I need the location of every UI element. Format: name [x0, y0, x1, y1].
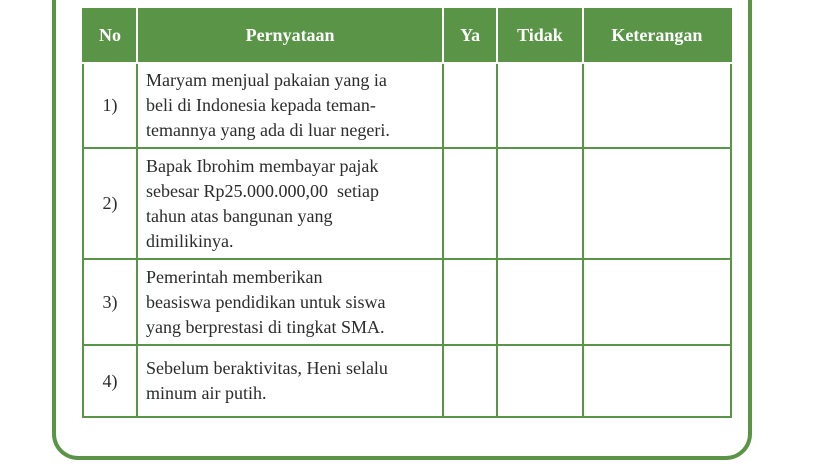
cell-tidak[interactable] [497, 148, 583, 259]
row-statement [137, 259, 443, 345]
row-number: 3) [83, 259, 137, 345]
table-header-row [83, 8, 731, 63]
cell-keterangan[interactable] [583, 259, 731, 345]
header-keterangan: Keterangan [583, 8, 731, 63]
statement-line: yang berprestasi di tingkat SMA. [146, 316, 385, 337]
statement-line: beasiswa pendidikan untuk siswa [146, 291, 386, 312]
cell-ya[interactable] [443, 148, 497, 259]
cell-ya[interactable] [443, 63, 497, 148]
statement-line: temannya yang ada di luar negeri. [146, 120, 390, 140]
cell-keterangan[interactable] [583, 63, 731, 148]
cell-tidak[interactable] [497, 259, 583, 345]
statement-line: sebesar Rp25.000.000,00 setiap [146, 180, 379, 201]
table-row [83, 345, 731, 417]
cell-ya[interactable] [443, 345, 497, 417]
statement-line: Pemerintah memberikan [146, 266, 323, 287]
row-number: 2) [83, 148, 137, 259]
header-tidak: Tidak [497, 8, 583, 63]
statement-table [82, 8, 732, 418]
table-row [83, 148, 731, 259]
table-row [83, 63, 731, 148]
statement-line: Bapak Ibrohim membayar pajak [146, 155, 379, 176]
statement-line: minum air putih. [146, 383, 267, 403]
cell-tidak[interactable] [497, 63, 583, 148]
row-number: 4) [83, 345, 137, 417]
row-statement [137, 63, 443, 148]
cell-ya[interactable] [443, 259, 497, 345]
statement-line: Maryam menjual pakaian yang ia [146, 70, 387, 90]
statement-line: dimilikinya. [146, 230, 234, 251]
cell-tidak[interactable] [497, 345, 583, 417]
statement-line: Sebelum beraktivitas, Heni selalu [146, 358, 388, 378]
row-number: 1) [83, 63, 137, 148]
header-pernyataan: Pernyataan [137, 8, 443, 63]
row-statement [137, 148, 443, 259]
cell-keterangan[interactable] [583, 345, 731, 417]
table-row [83, 259, 731, 345]
statement-line: beli di Indonesia kepada teman- [146, 95, 376, 115]
row-statement [137, 345, 443, 417]
cell-keterangan[interactable] [583, 148, 731, 259]
header-no: No [83, 8, 137, 63]
header-ya: Ya [443, 8, 497, 63]
statement-line: tahun atas bangunan yang [146, 205, 333, 226]
